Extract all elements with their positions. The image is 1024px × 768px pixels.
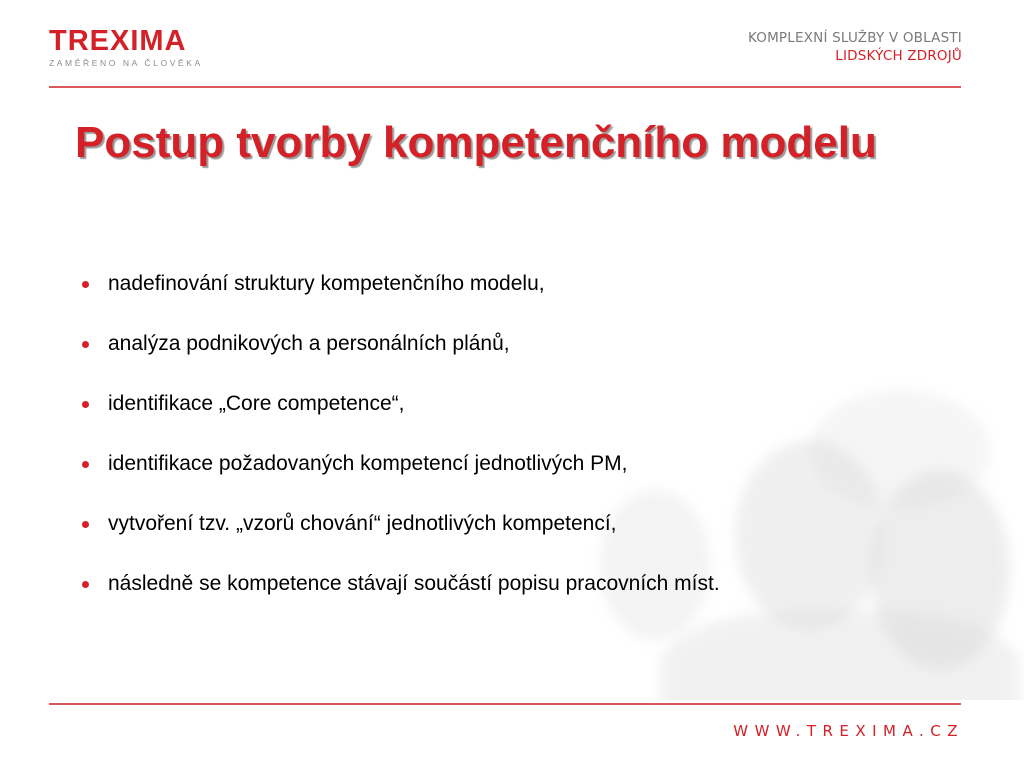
footer-divider — [49, 703, 961, 705]
bullet-item — [78, 503, 958, 563]
trexima-logo — [49, 26, 209, 68]
footer-website-url: WWW.TREXIMA.CZ — [733, 722, 964, 740]
bullet-text: analýza podnikových a personálních plánů, — [108, 332, 510, 355]
bullet-text: nadefinování struktury kompetenčního modelu, — [108, 272, 545, 295]
bullet-item — [78, 563, 958, 623]
logo-tagline: ZAMĚŘENO NA ČLOVĚKA — [49, 58, 203, 68]
bullet-dot-icon — [82, 281, 89, 288]
bullet-dot-icon — [82, 401, 89, 408]
bullet-text: následně se kompetence stávají součástí popisu pracovních míst. — [108, 572, 720, 595]
header-tagline — [748, 29, 962, 65]
tagline-line-2: LIDSKÝCH ZDROJŮ — [835, 48, 962, 64]
bullet-item — [78, 443, 958, 503]
bullet-dot-icon — [82, 341, 89, 348]
bullet-text: identifikace požadovaných kompetencí jednotlivých PM, — [108, 452, 628, 475]
bullet-dot-icon — [82, 521, 89, 528]
bullet-text: vytvoření tzv. „vzorů chování“ jednotlivých kompetencí, — [108, 512, 617, 535]
bullet-text: identifikace „Core competence“, — [108, 392, 405, 415]
bullet-dot-icon — [82, 581, 89, 588]
header-divider — [49, 86, 961, 88]
slide-title: Postup tvorby kompetenčního modelu — [75, 118, 877, 167]
bullet-item — [78, 263, 958, 323]
tagline-line-1: KOMPLEXNÍ SLUŽBY V OBLASTI — [747, 30, 962, 46]
bullet-item — [78, 323, 958, 383]
logo-name: TREXIMA — [49, 25, 187, 57]
bullet-list — [78, 263, 958, 623]
bullet-item — [78, 383, 958, 443]
bullet-dot-icon — [82, 461, 89, 468]
